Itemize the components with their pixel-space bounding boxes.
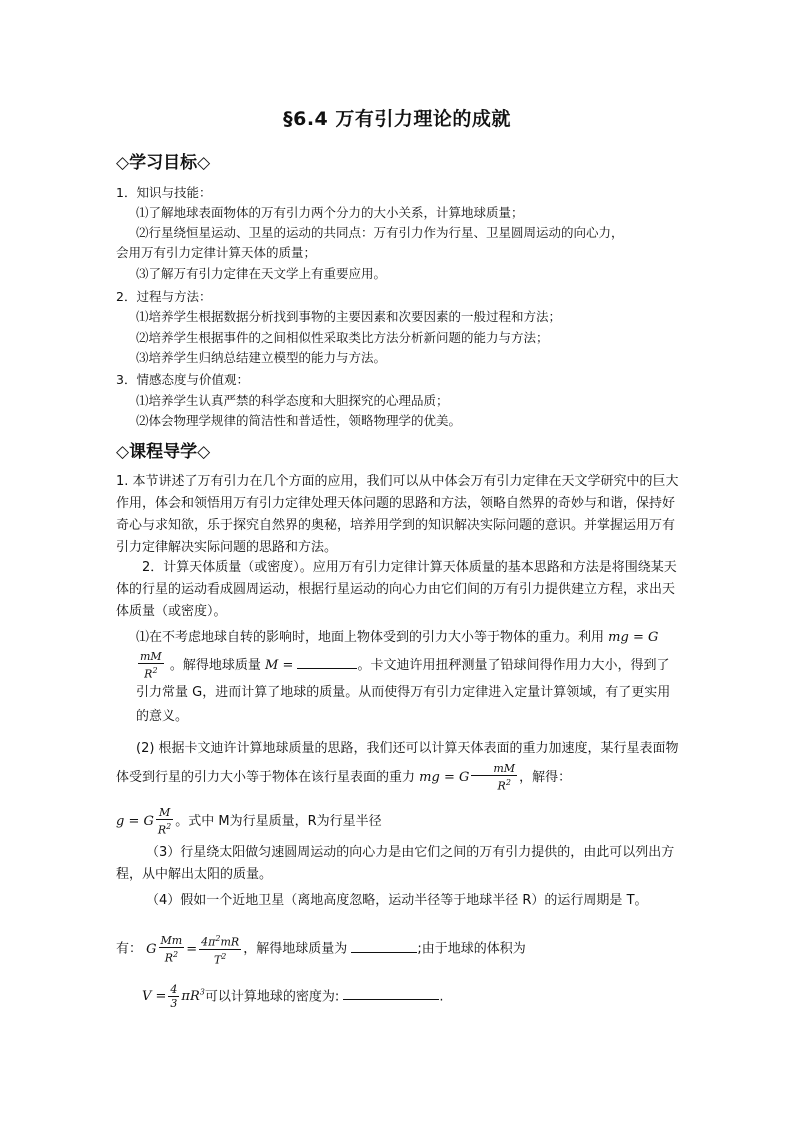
denominator (199, 950, 241, 967)
denominator (138, 664, 164, 681)
text: ;由于地球的体积为 (417, 941, 526, 957)
fraction (471, 762, 517, 793)
guide-paragraph-3 (136, 626, 682, 729)
formula-text: T (213, 953, 222, 967)
exponent: 2 (166, 822, 172, 831)
text: 。解得地球质量 (169, 657, 261, 673)
goal-2-item: ⑵培养学生根据事件的之间相似性采取类比方法分析新问题的能力与方法； (136, 330, 549, 345)
exponent: 2 (152, 666, 158, 675)
text: ，解得： (519, 769, 572, 785)
guide-paragraph-7 (116, 932, 682, 966)
goal-2-item: ⑶培养学生归纳总结建立模型的能力与方法。 (136, 350, 387, 365)
numerator: Mm (160, 933, 183, 947)
guide-paragraph-2: 2．计算天体质量（或密度）。应用万有引力定律计算天体质量的基本思路和方法是将围绕某天体的行星的运动看成圆周运动，根据行星运动的向心力由它们间的万有引力提供建立方程，求出天体质量（或密度）。 (116, 560, 677, 619)
guide-paragraph-5: （3）行星绕太阳做匀速圆周运动的向心力是由它们之间的万有引力提供的，由此可以列出方程，从中解出太阳的质量。 (116, 845, 675, 882)
text: 可以计算地球的密度为: (204, 989, 340, 1005)
formula-text: mR (220, 935, 240, 949)
fraction (168, 983, 179, 1010)
formula-text: R (497, 779, 506, 793)
numerator: mM (140, 650, 162, 663)
formula-satellite (146, 933, 243, 967)
numerator (199, 932, 241, 950)
formula-text: M = (265, 657, 294, 673)
section-heading-guide: ◇课程导学◇ (116, 442, 211, 462)
formula-text: V = (142, 989, 167, 1005)
formula-text: g = G (116, 813, 154, 829)
exponent: 2 (505, 778, 511, 787)
numerator: 4 (170, 983, 178, 997)
text: . (439, 989, 444, 1005)
numerator: M (156, 806, 173, 820)
fill-blank-earth-mass-2[interactable] (351, 940, 417, 953)
fraction (199, 932, 241, 966)
exponent: 2 (173, 949, 179, 959)
formula-volume (142, 983, 205, 1011)
exponent: 2 (221, 951, 227, 961)
formula-text: mg = G (608, 630, 659, 645)
text: ，解得地球质量为 (243, 941, 348, 957)
goal-2-heading: 2．过程与方法： (116, 289, 212, 304)
fill-blank-earth-density[interactable] (343, 987, 439, 1000)
exponent: 2 (215, 934, 221, 943)
text: (2) 根据卡文迪许计算地球质量的思路，我们还可以计算天体表面的重力加速度，某行星表面物体受到行星的引力大小等于物体在该行星表面的重力 (116, 741, 679, 785)
section-heading-goals: ◇学习目标◇ (116, 153, 211, 173)
formula-text: πR (181, 989, 200, 1005)
goal-1-item: ⑴了解地球表面物体的万有引力两个分力的大小关系，计算地球质量； (136, 205, 524, 220)
formula-text: mg = G (419, 769, 470, 785)
formula-planet-gravity (419, 762, 519, 793)
goal-3-item: ⑵体会物理学规律的简洁性和普适性，领略物理学的优美。 (136, 413, 462, 428)
fraction (156, 806, 173, 837)
denominator (471, 776, 517, 793)
fraction (159, 934, 185, 965)
text: 。式中 M为行星质量，R为行星半径 (175, 813, 382, 829)
text: ⑴在不考虑地球自转的影响时，地面上物体受到的引力大小等于物体的重力。利用 (136, 630, 605, 645)
formula-text: R (164, 951, 173, 965)
guide-paragraph-8 (142, 982, 682, 1010)
formula-text: 4π (201, 935, 216, 949)
numerator: mM (471, 762, 517, 776)
fraction (138, 650, 164, 681)
text: 。卡文迪许用扭秤测量了铅球间得作用力大小，得到了引力常量 G，进而计算了地球的质量。从而使得万有引力定律进入定量计算领域，有了更实用的意义。 (136, 657, 671, 724)
guide-paragraph-4b (116, 806, 682, 837)
fill-blank-earth-mass[interactable] (297, 656, 357, 669)
goal-1-item: 会用万有引力定律计算天体的质量； (116, 245, 317, 260)
text: 有： (116, 941, 143, 957)
formula-text: R (144, 667, 153, 681)
page-title: §6.4 万有引力理论的成就 (283, 108, 511, 130)
denominator (159, 948, 185, 965)
goal-3-heading: 3．情感态度与价值观： (116, 372, 249, 387)
goal-2-item: ⑴培养学生根据数据分析找到事物的主要因素和次要因素的一般过程和方法； (136, 309, 562, 324)
formula-text: R (157, 823, 167, 837)
exponent: 3 (199, 988, 205, 997)
goal-1-heading: 1．知识与技能： (116, 185, 212, 200)
goal-1-item: ⑶了解万有引力定律在天文学上有重要应用。 (136, 266, 387, 281)
formula-text: G (146, 941, 157, 957)
formula-text: = (186, 941, 198, 957)
guide-paragraph-6: （4）假如一个近地卫星（离地高度忽略，运动半径等于地球半径 R）的运行周期是 T。 (146, 893, 648, 908)
goal-1-item: ⑵行星绕恒星运动、卫星的运动的共同点：万有引力作为行星、卫星圆周运动的向心力， (136, 225, 624, 240)
formula-g (116, 806, 175, 837)
guide-paragraph-4 (116, 736, 682, 793)
denominator (156, 820, 173, 837)
goal-3-item: ⑴培养学生认真严禁的科学态度和大胆探究的心理品质； (136, 393, 449, 408)
guide-paragraph-1: 1. 本节讲述了万有引力在几个方面的应用，我们可以从中体会万有引力定律在天文学研究中的巨大作用，体会和领悟用万有引力定律处理天体问题的思路和方法，领略自然界的奇妙与和谐，保持好奇心与求知欲，乐于探究自然界的奥秘，培养用学到的知识解决实际问题的意识。并掌握运用万有引力定律解决实际问题的思路和方法。 (116, 474, 679, 555)
denominator: 3 (170, 997, 178, 1011)
